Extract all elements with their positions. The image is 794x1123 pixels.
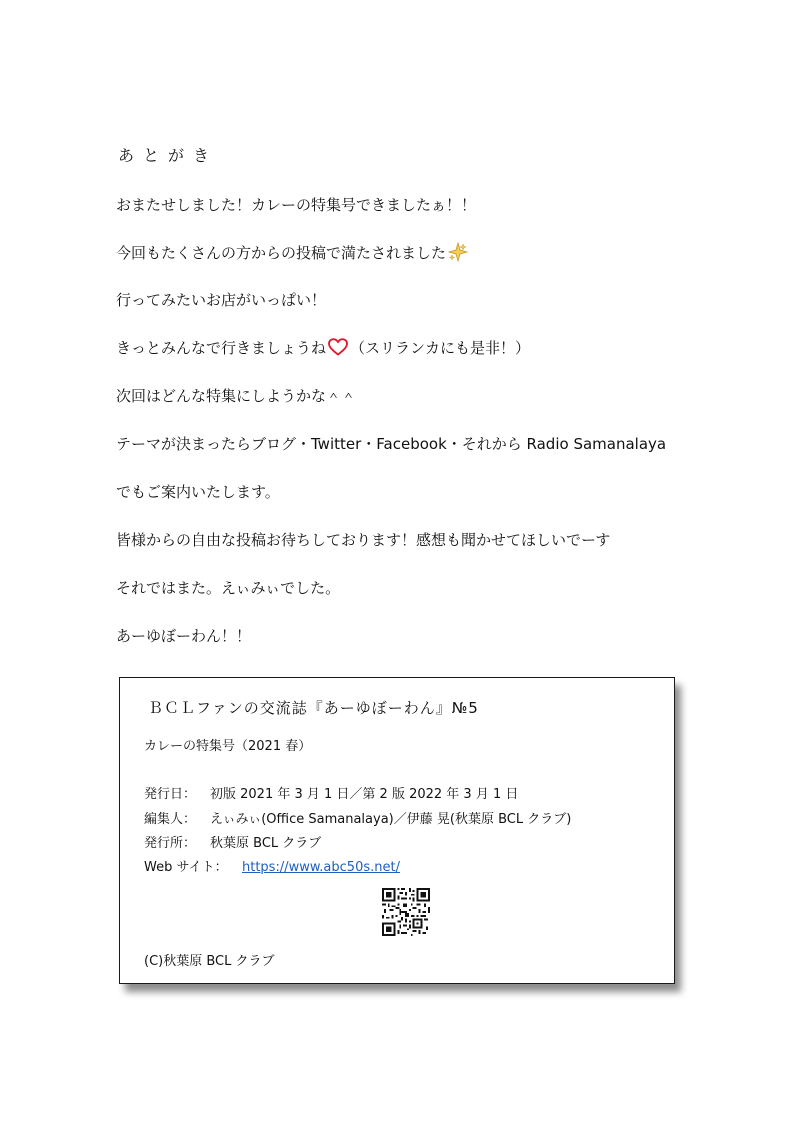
afterword-paragraph-3: 行ってみたいお店がいっぱい！ <box>116 291 327 309</box>
colophon-title: ＢＣＬファンの交流誌『あーゆぼーわん』№5 <box>148 699 479 717</box>
publish-date-label: 発行日： <box>144 787 197 802</box>
afterword-paragraph-4 <box>116 336 530 363</box>
afterword-paragraph-4-note: （スリランカにも是非！） <box>350 339 531 357</box>
afterword-paragraph-8: 皆様からの自由な投稿お待ちしております！感想も聞かせてほしいでーす <box>116 531 611 549</box>
qr-code <box>382 888 430 936</box>
afterword-heading: あとがき <box>118 146 219 165</box>
afterword-paragraph-7: でもご案内いたします。 <box>116 483 280 501</box>
afterword-paragraph-4-text: きっとみんなで行きましょうね <box>116 339 327 357</box>
editor-value: えぃみぃ(Office Samanalaya)／伊藤 晃(秋葉原 BCL クラブ) <box>210 812 572 827</box>
publisher-value: 秋葉原 BCL クラブ <box>210 836 322 851</box>
editor-label: 編集人： <box>144 812 197 827</box>
afterword-paragraph-10: あーゆぼーわん！！ <box>116 627 252 645</box>
sparkle-icon <box>448 242 468 269</box>
heart-outline-icon <box>328 338 348 363</box>
website-link[interactable]: https://www.abc50s.net/ <box>242 860 400 875</box>
publish-date-value: 初版 2021 年 3 月 1 日／第 2 版 2022 年 3 月 1 日 <box>210 787 519 802</box>
publisher-label: 発行所： <box>144 836 197 851</box>
afterword-paragraph-2-text: 今回もたくさんの方からの投稿で満たされました <box>116 244 447 262</box>
afterword-paragraph-1: おまたせしました！カレーの特集号できましたぁ！！ <box>116 196 477 214</box>
afterword-paragraph-9: それではまた。えぃみぃでした。 <box>116 579 341 597</box>
colophon-copyright: (C)秋葉原 BCL クラブ <box>144 954 275 969</box>
colophon-box <box>119 677 675 984</box>
website-label: Web サイト： <box>144 860 228 875</box>
colophon-website <box>144 856 400 875</box>
afterword-paragraph-5: 次回はどんな特集にしようかな＾＾ <box>116 387 357 405</box>
afterword-paragraph-6: テーマが決まったらブログ・Twitter・Facebook・それから Radio Samanalaya <box>116 435 667 453</box>
colophon-issue: カレーの特集号（2021 春） <box>144 739 312 754</box>
colophon-publish-date <box>144 783 518 802</box>
colophon-editor <box>144 808 571 827</box>
afterword-paragraph-2 <box>116 241 468 269</box>
colophon-publisher <box>144 832 321 851</box>
